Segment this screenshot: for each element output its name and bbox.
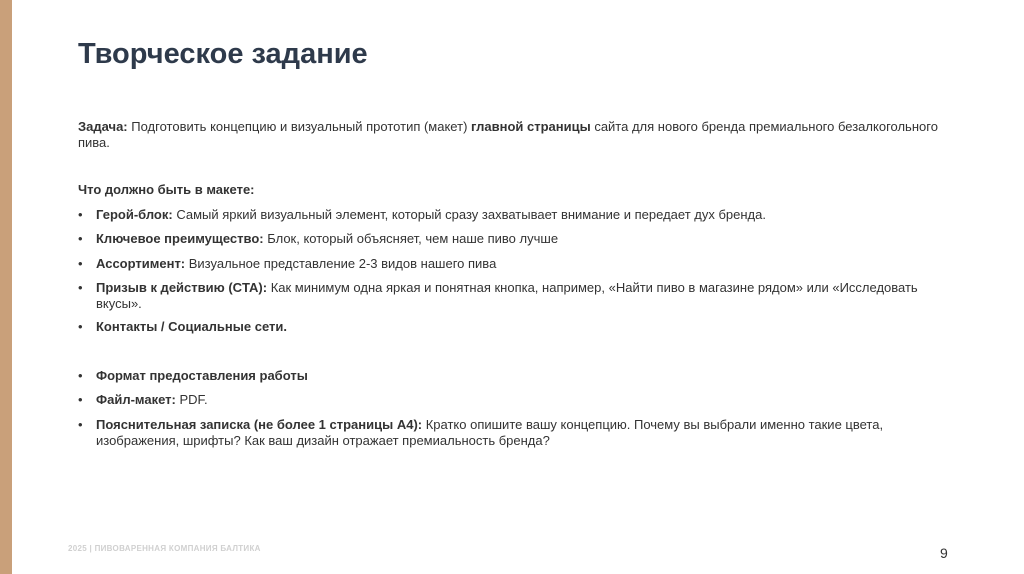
item-label: Ключевое преимущество: bbox=[96, 231, 264, 246]
list-item bbox=[78, 256, 938, 272]
item-text: Визуальное представление 2-3 видов нашего пива bbox=[185, 256, 497, 271]
item-label: Ассортимент: bbox=[96, 256, 186, 271]
task-paragraph bbox=[78, 119, 948, 151]
bullet: • bbox=[78, 256, 83, 271]
item-text: PDF. bbox=[175, 392, 208, 407]
list-item bbox=[78, 392, 938, 408]
list-item bbox=[78, 231, 938, 247]
bullet: • bbox=[78, 280, 83, 295]
item-text: Блок, который объясняет, чем наше пиво лучше bbox=[263, 231, 559, 246]
item-text: Как минимум одна яркая и понятная кнопка, например, «Найти пиво в магазине рядом» или «Исследовать вкусы». bbox=[96, 280, 918, 311]
bullet: • bbox=[78, 231, 83, 246]
task-bold: главной страницы bbox=[471, 119, 591, 134]
item-label: Файл-макет: bbox=[96, 392, 176, 407]
item-label: Формат предоставления работы bbox=[96, 368, 308, 383]
item-text: Кратко опишите вашу концепцию. Почему вы выбрали именно такие цвета, изображения, шрифты? Как ваш дизайн отражает премиальность бренда? bbox=[96, 417, 884, 448]
accent-bar bbox=[0, 0, 12, 574]
section-heading: Что должно быть в макете: bbox=[78, 182, 255, 197]
list-item bbox=[78, 280, 918, 312]
bullet: • bbox=[78, 392, 83, 407]
item-label: Контакты / Социальные сети. bbox=[96, 319, 287, 334]
list-item bbox=[78, 368, 938, 384]
item-text: Самый яркий визуальный элемент, который сразу захватывает внимание и передает дух бренда. bbox=[172, 207, 766, 222]
bullet: • bbox=[78, 417, 83, 432]
item-label: Призыв к действию (CTA): bbox=[96, 280, 268, 295]
task-text: Подготовить концепцию и визуальный прототип (макет) bbox=[127, 119, 472, 134]
bullet: • bbox=[78, 207, 83, 222]
list-item bbox=[78, 207, 938, 223]
slide-title: Творческое задание bbox=[78, 38, 368, 70]
bullet: • bbox=[78, 319, 83, 334]
item-label: Пояснительная записка (не более 1 страницы А4): bbox=[96, 417, 423, 432]
footer-text: 2025 | ПИВОВАРЕННАЯ КОМПАНИЯ БАЛТИКА bbox=[68, 544, 261, 553]
item-label: Герой-блок: bbox=[96, 207, 173, 222]
task-text-end: сайта для нового бренда премиального безалкогольного пива. bbox=[78, 119, 938, 150]
task-label: Задача: bbox=[78, 119, 128, 134]
list-item bbox=[78, 319, 938, 335]
page-number: 9 bbox=[940, 545, 948, 561]
bullet: • bbox=[78, 368, 83, 383]
list-item bbox=[78, 417, 908, 449]
